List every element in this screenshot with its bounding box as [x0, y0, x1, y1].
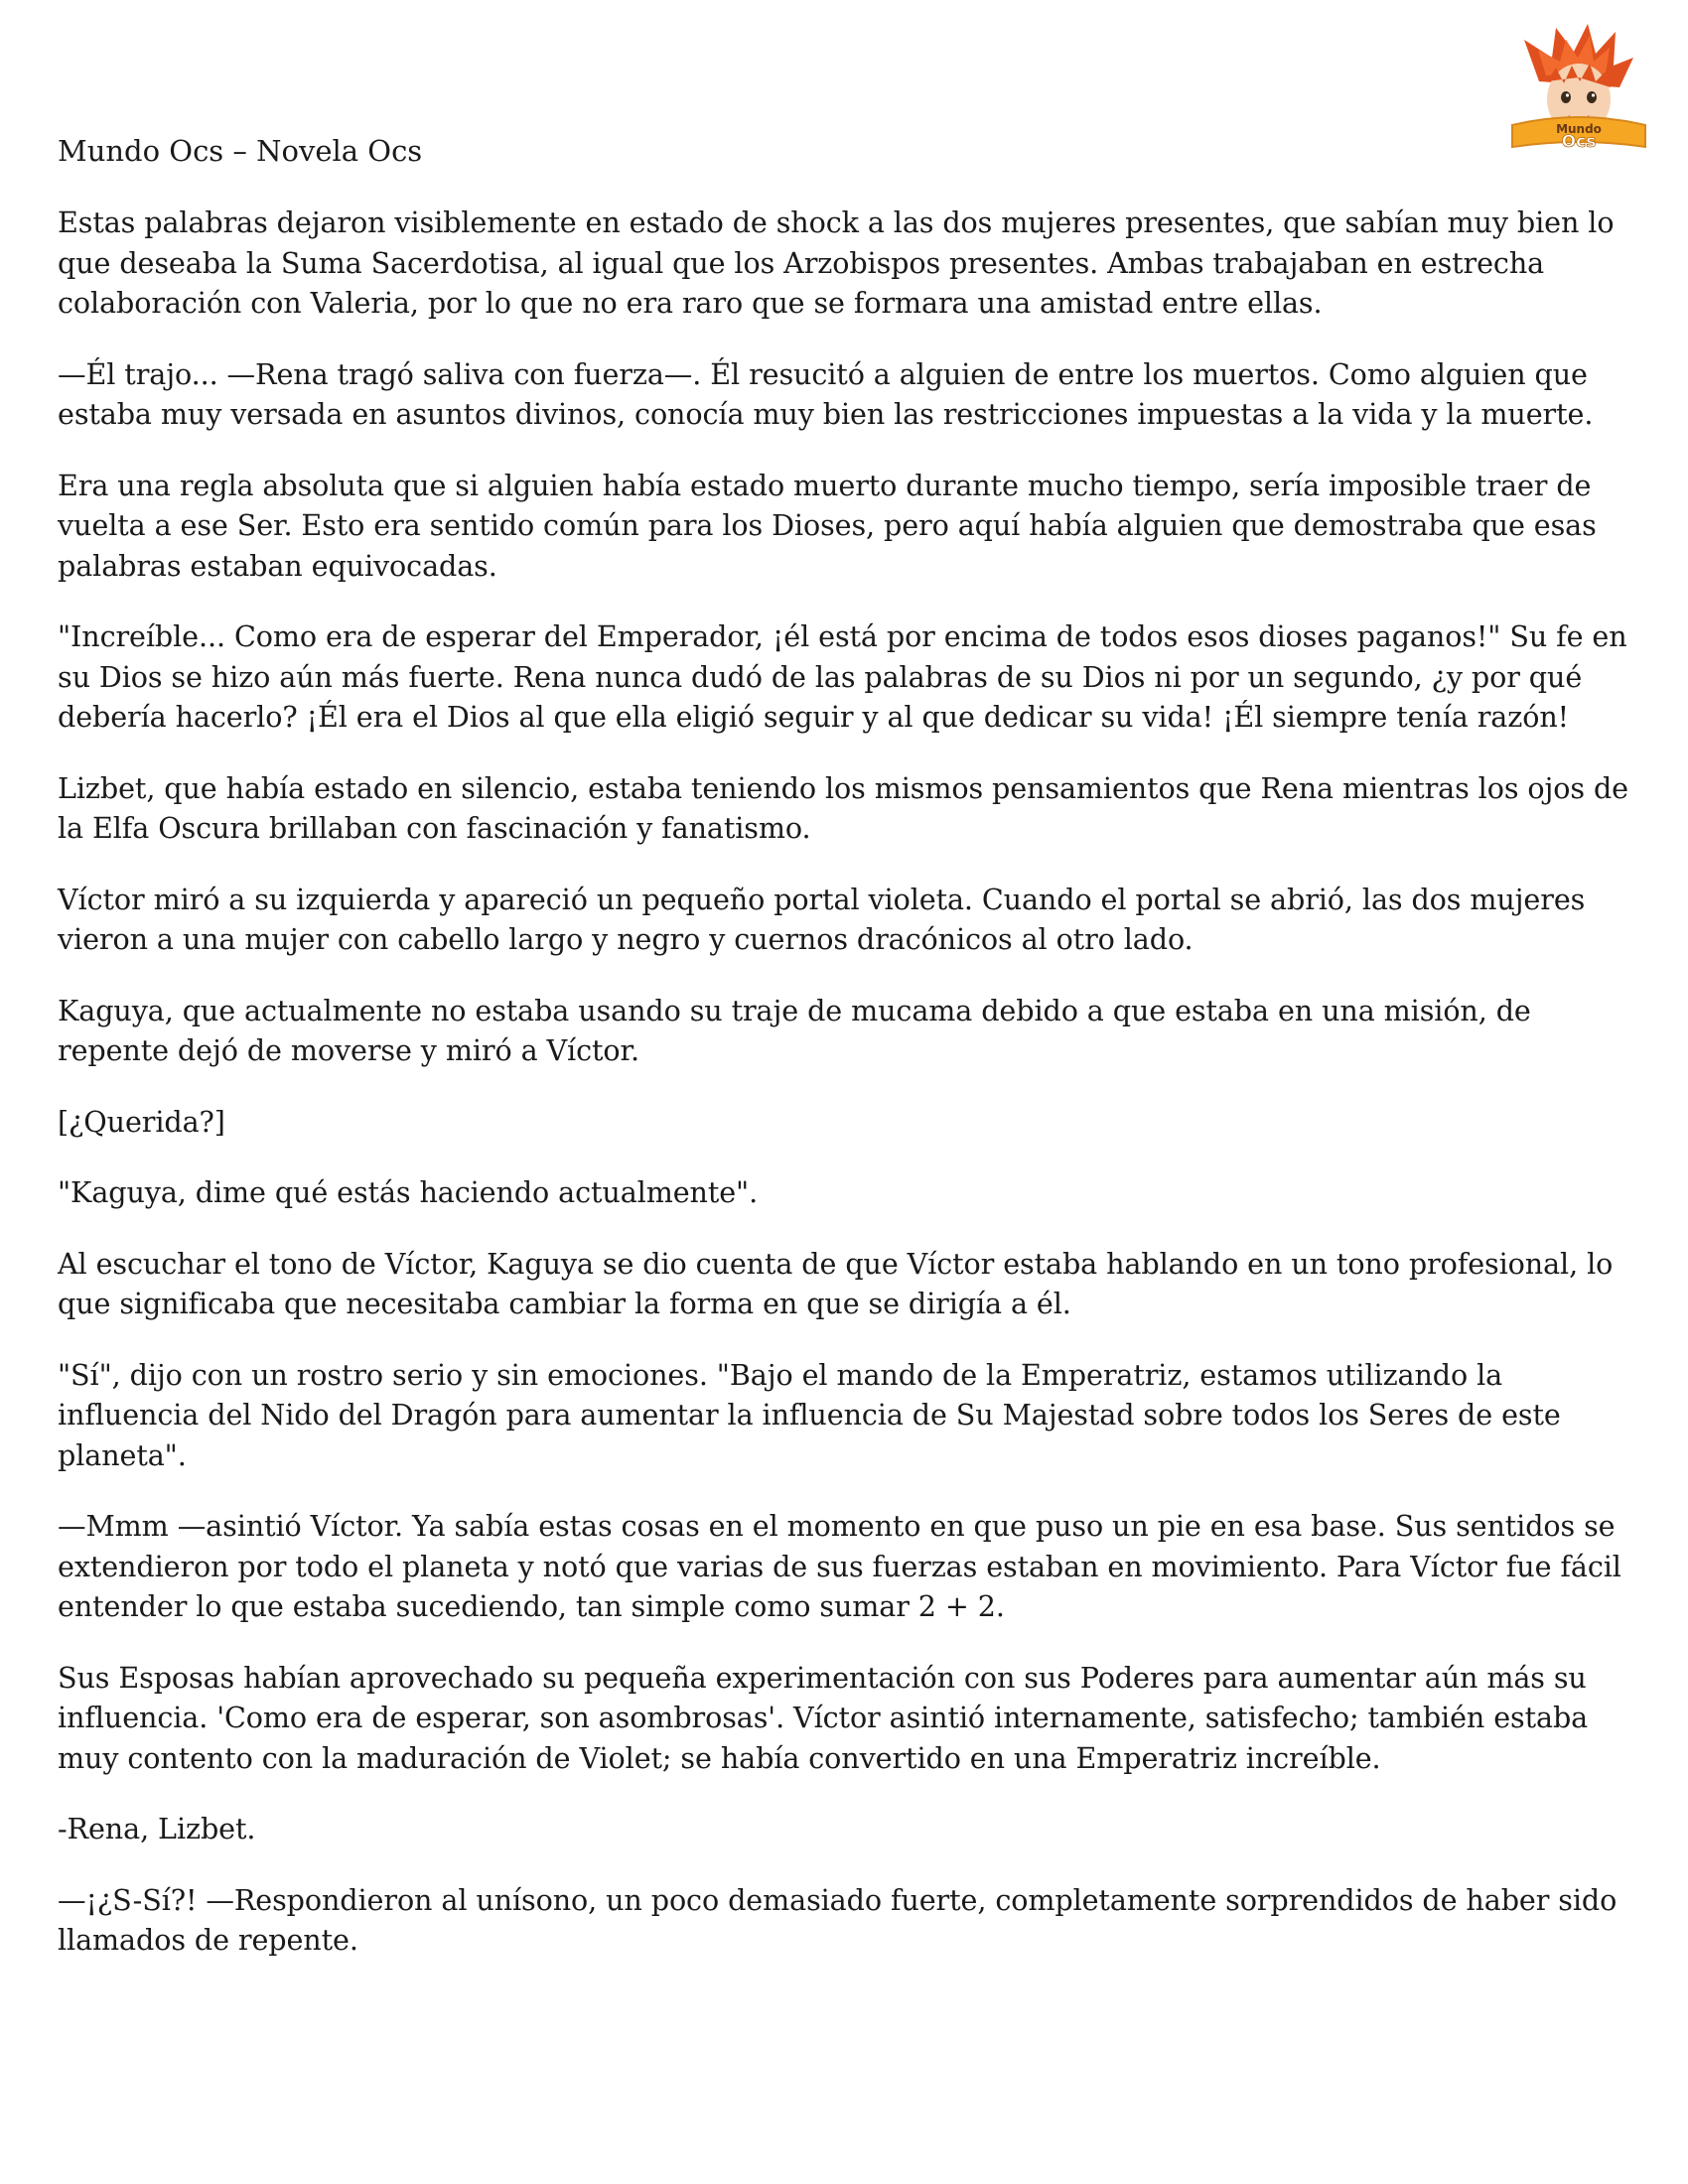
logo-text-top: Mundo	[1556, 122, 1602, 136]
paragraph: Kaguya, que actualmente no estaba usando su traje de mucama debido a que estaba en una misión, de repente dejó de moverse y miró a Víctor.	[58, 993, 1531, 1067]
paragraph: Estas palabras dejaron visiblemente en estado de shock a las dos mujeres presentes, que sabían muy bien lo que deseaba la Suma Sacerdotisa, al igual que los Arzobispos presentes. Ambas trabajaban en estrecha colaboración con Valeria, por lo que no era raro que se formara una amistad entre ellas.	[58, 205, 1615, 320]
paragraph: Víctor miró a su izquierda y apareció un pequeño portal violeta. Cuando el portal se abrió, las dos mujeres vieron a una mujer con cabello largo y negro y cuernos dracónicos al otro lado.	[58, 882, 1586, 956]
paragraph: Era una regla absoluta que si alguien había estado muerto durante mucho tiempo, sería imposible traer de vuelta a ese Ser. Esto era sentido común para los Dioses, pero aquí había alguien que demostraba que esas palabras estaban equivocadas.	[58, 468, 1597, 583]
paragraph: -Rena, Lizbet.	[58, 1812, 256, 1845]
paragraph: Lizbet, que había estado en silencio, estaba teniendo los mismos pensamientos que Rena mientras los ojos de la Elfa Oscura brillaban con fascinación y fanatismo.	[58, 770, 1628, 845]
mundo-ocs-logo	[1504, 22, 1653, 161]
header-title: Mundo Ocs – Novela Ocs	[58, 134, 423, 168]
logo-text-bottom: Ocs	[1561, 132, 1597, 152]
paragraph: —Mmm —asintió Víctor. Ya sabía estas cosas en el momento en que puso un pie en esa base. Sus sentidos se extendieron por todo el planeta y notó que varias de sus fuerzas estaban en movimiento. Para Víctor fue fácil entender lo que estaba sucediendo, tan simple como sumar 2 + 2.	[58, 1509, 1621, 1623]
paragraph: Al escuchar el tono de Víctor, Kaguya se dio cuenta de que Víctor estaba hablando en un tono profesional, lo que significaba que necesitaba cambiar la forma en que se dirigía a él.	[58, 1246, 1614, 1320]
paragraph: —Él trajo... —Rena tragó saliva con fuerza—. Él resucitó a alguien de entre los muertos. Como alguien que estaba muy versada en asuntos divinos, conocía muy bien las restricciones impuestas a la vida y la muerte.	[58, 356, 1594, 431]
paragraph: "Kaguya, dime qué estás haciendo actualmente".	[58, 1175, 759, 1209]
paragraph: —¡¿S-Sí?! —Respondieron al unísono, un poco demasiado fuerte, completamente sorprendidos de haber sido llamados de repente.	[58, 1882, 1618, 1957]
paragraph: "Increíble... Como era de esperar del Emperador, ¡él está por encima de todos esos dioses paganos!" Su fe en su Dios se hizo aún más fuerte. Rena nunca dudó de las palabras de su Dios ni por un segundo, ¿y por qué debería hacerlo? ¡Él era el Dios al que ella eligió seguir y al que dedicar su vida! ¡Él siempre tenía razón!	[58, 619, 1627, 734]
paragraph: "Sí", dijo con un rostro serio y sin emociones. "Bajo el mando de la Emperatriz, estamos utilizando la influencia del Nido del Dragón para aumentar la influencia de Su Majestad sobre todos los Seres de este planeta".	[58, 1357, 1561, 1472]
paragraph: [¿Querida?]	[58, 1104, 225, 1139]
chapter-body	[58, 203, 1646, 1991]
paragraph: Sus Esposas habían aprovechado su pequeña experimentación con sus Poderes para aumentar aún más su influencia. 'Como era de esperar, son asombrosas'. Víctor asintió internamente, satisfecho; también estaba muy contento con la maduración de Violet; se había convertido en una Emperatriz increíble.	[58, 1660, 1589, 1775]
